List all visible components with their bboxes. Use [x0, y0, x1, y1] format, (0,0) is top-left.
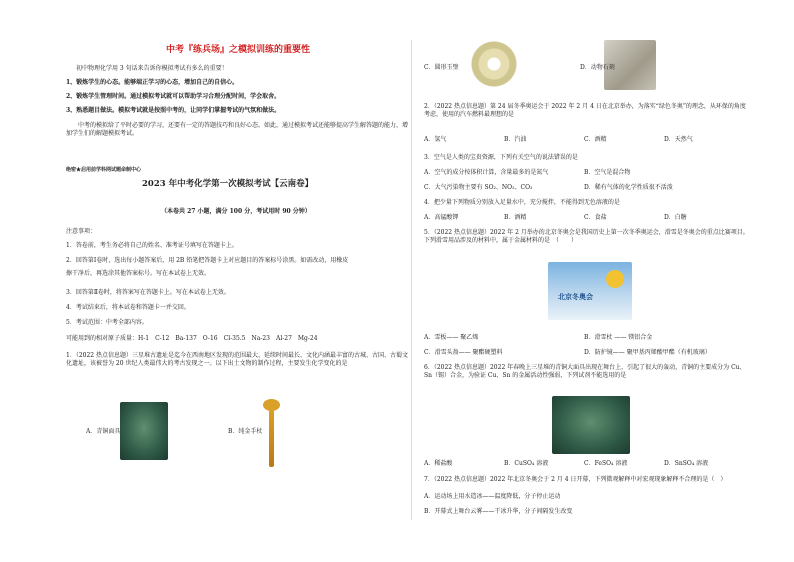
q5-option-c: C．滑雪头盔—— 聚酯硬塑料 — [424, 349, 503, 356]
q6-option-b: B．CuSO₄ 溶液 — [504, 460, 549, 467]
q1-option-a: A．青铜面具 — [86, 428, 121, 435]
promo-point-1: 1、锻炼学生的心态。能够端正学习的心态，增加自己的自信心。 — [66, 79, 239, 86]
q5-option-a: A．雪板—— 聚乙烯 — [424, 334, 479, 341]
note-2: 2．回答第Ⅰ卷时，选出每小题答案后，用 2B 铅笔把答题卡上对应题目的答案标号涂黑。如需改动，用橡皮 — [66, 257, 349, 264]
note-3: 3．回答第Ⅱ卷时，将答案写在答题卡上。写在本试卷上无效。 — [66, 289, 230, 296]
q2-option-d: D．天然气 — [664, 136, 693, 143]
promo-point-3: 3、熟悉题目做法。模拟考试就是按照中考的，让同学们掌握考试的气氛和做法。 — [66, 107, 281, 114]
promo-paragraph: 中考的模拟给了平时必要的学习，还要有一定的答题技巧和良好心态。如此，通过模拟考试还能够提高学生解答题的能力，增加学生们的解题模拟考试。 — [66, 122, 409, 137]
question-4: 4．把少量下列物质分别放入足量水中，充分搅拌，不能得到无色溶液的是 — [424, 199, 620, 206]
q1-option-c: C．圆形玉璧 — [424, 64, 459, 71]
q1-option-b: B．纯金手杖 — [228, 428, 263, 435]
q3-option-c: C．大气污染物主要有 SO₂、NO₂、CO₂ — [424, 184, 533, 191]
q1-option-d: D．动物石刻 — [580, 64, 615, 71]
atomic-masses: 可能用到的相对原子质量：H-1 C-12 Ba-137 O-16 Cl-35.5 Na-23 Al-27 Mg-24 — [66, 335, 318, 342]
q7-option-b: B．开幕式上舞台云雾——干冰升华，分子间隔发生改变 — [424, 508, 573, 515]
exam-subtitle: （本卷共 27 小题，满分 100 分，考试用时 90 分钟） — [161, 208, 311, 215]
promo-intro: 初中物理化学用 3 句话来告诉你模拟考试有多么的重要！ — [76, 65, 228, 72]
skier-figure-icon — [606, 270, 624, 288]
q7-option-a: A．运动场上用水造冰——温度降低，分子停止运动 — [424, 493, 561, 500]
question-3: 3．空气是人类的宝贵资源，下列有关空气的说法错误的是 — [424, 154, 578, 161]
bronze-mask-image-2 — [552, 396, 630, 454]
note-2-cont: 擦干净后，再选涂其他答案标号。写在本试卷上无效。 — [66, 270, 211, 277]
question-5: 5．（2022 热点信息题）2022 年 2 月举办的北京冬奥会是我国历史上第一次冬季奥运会，滑雪是冬奥会的重点比赛项目。下列滑雪用品涉及的材料中，属于金属材料的是 （ ） — [424, 229, 749, 244]
q4-option-b: B．酒精 — [504, 214, 527, 221]
question-2: 2．（2022 热点信息题）第 24 届冬季奥运会于 2022 年 2 月 4 日在北京举办，为落实“绿色冬奥”的理念，从环保的角度考虑，使用的汽车燃料最理想的是 — [424, 103, 746, 118]
notes-title: 注意事项： — [66, 228, 97, 235]
note-5: 5．考试范围：中考全部内容。 — [66, 319, 148, 326]
olympics-banner-text: 北京冬奥会 — [558, 293, 593, 301]
q3-option-b: B．空气是混合物 — [584, 169, 631, 176]
q3-option-a: A．空气的成分按体积计算，含量最多的是氮气 — [424, 169, 549, 176]
promo-title: 中考『练兵场』之模拟训练的重要性 — [166, 45, 311, 55]
scepter-head-icon — [263, 399, 280, 411]
q5-option-d: D．防护镜—— 聚甲基丙烯酸甲酯（有机玻璃） — [584, 349, 711, 356]
question-7: 7．（2022 热点信息题）2022 年北京冬奥会于 2 月 4 日开幕，下列微观解释中对宏观现象解释不合理的是（ ） — [424, 476, 727, 483]
question-1: 1．（2022 热点信息题）三星堆古遗址是迄今在西南地区发现的范围最大、延续时间最长、文化内涵最丰富的古城、古国、古蜀文化遗址，该被誉为 20 世纪人类最伟大的考古发现之一。以下出土文物的制作过程，主要发生化学变化的是 — [66, 352, 408, 367]
q4-option-c: C．食盐 — [584, 214, 607, 221]
exam-title: 2023 年中考化学第一次模拟考试【云南卷】 — [142, 179, 314, 189]
q3-option-d: D．稀有气体的化学性质很不活泼 — [584, 184, 673, 191]
q6-option-d: D．SnSO₄ 溶液 — [664, 460, 709, 467]
q2-option-a: A．氢气 — [424, 136, 447, 143]
q2-option-b: B．汽油 — [504, 136, 527, 143]
column-divider — [411, 40, 412, 520]
q4-option-a: A．高锰酸钾 — [424, 214, 459, 221]
jade-disc-image — [470, 40, 518, 88]
secret-label: 绝密★启用前学科网试题命制中心 — [66, 167, 142, 173]
note-1: 1．答卷前，考生务必将自己的姓名、准考证号填写在答题卡上。 — [66, 242, 238, 249]
winter-olympics-image — [548, 262, 632, 320]
q6-option-a: A．稀盐酸 — [424, 460, 453, 467]
promo-point-2: 2、锻炼学生管理时间。通过模拟考试就可以帮助学习合理分配时间，学会取舍。 — [66, 93, 281, 100]
q5-option-b: B．滑雪杖 —— 镁铝合金 — [584, 334, 653, 341]
q6-option-c: C．FeSO₄ 溶液 — [584, 460, 628, 467]
q4-option-d: D．白糖 — [664, 214, 687, 221]
question-6: 6．（2022 热点信息题）2022 年春晚上三星堆的青铜大面具出现在舞台上，引起了很大的轰动，青铜的主要成分为 Cu、Sn（锡）合金，为验证 Cu、Sn 的金属活动性强弱，下列试剂不能选用的是 — [424, 364, 746, 379]
bronze-mask-image — [120, 402, 168, 460]
note-4: 4．考试结束后，将本试卷和答题卡一并交回。 — [66, 304, 190, 311]
q2-option-c: C．酒精 — [584, 136, 607, 143]
